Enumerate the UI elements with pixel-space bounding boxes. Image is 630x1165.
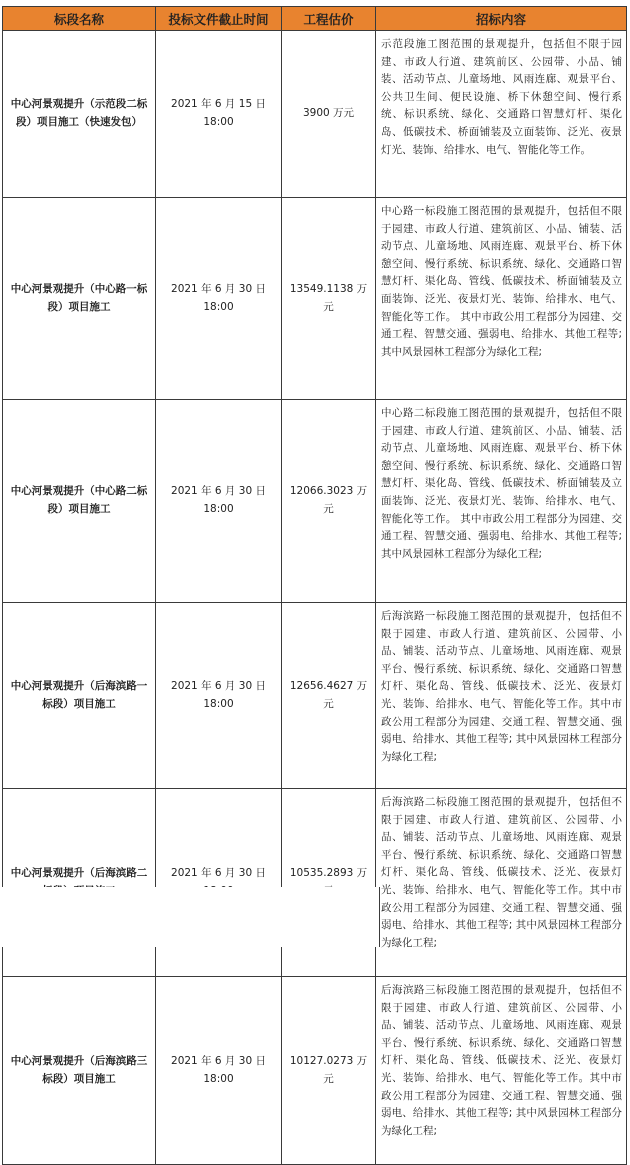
table-header-row: [3, 7, 627, 31]
tender-table: [2, 6, 627, 1165]
table-row: [3, 977, 627, 1165]
cost-cell: 3900 万元: [282, 31, 376, 198]
cost-cell: 10127.0273 万元: [282, 977, 376, 1165]
section-name-cell: 中心河景观提升（示范段二标段）项目施工（快速发包）: [3, 31, 156, 198]
header-tender-content: 招标内容: [376, 7, 627, 31]
table-row: [3, 789, 627, 977]
deadline-cell: 2021 年 6 月 30 日 18:00: [156, 400, 282, 603]
section-name-cell: 中心河景观提升（后海滨路三标段）项目施工: [3, 977, 156, 1165]
header-section-name: 标段名称: [3, 7, 156, 31]
cost-cell: 13549.1138 万元: [282, 198, 376, 400]
cost-cell: 12656.4627 万元: [282, 603, 376, 789]
table-row: [3, 31, 627, 198]
row-break-gap: [0, 887, 380, 947]
table-row: [3, 198, 627, 400]
deadline-cell: 2021 年 6 月 30 日 18:00: [156, 603, 282, 789]
section-name-cell: 中心河景观提升（中心路一标段）项目施工: [3, 198, 156, 400]
header-cost-estimate: 工程估价: [282, 7, 376, 31]
content-cell: 中心路一标段施工图范围的景观提升，包括但不限于园建、市政人行道、建筑前区、小品、铺装、活动节点、儿童场地、风雨连廊、观景平台、桥下休憩空间、慢行系统、标识系统、绿化、交通路口智慧灯杆、渠化岛、管线、低碳技术、桥面铺装及立面装饰、泛光、夜景灯光、装饰、给排水、电气、智能化等工作。 其中市政公用工程部分为园建、交通工程、智慧交通、强弱电、给排水、其他工程等; 其中风景园林工程部分为绿化工程;: [376, 198, 627, 400]
content-cell: 后海滨路二标段施工图范围的景观提升，包括但不限于园建、市政人行道、建筑前区、公园带、小品、铺装、活动节点、儿童场地、风雨连廊、观景平台、慢行系统、标识系统、绿化、交通路口智慧灯杆、渠化岛、管线、低碳技术、泛光、夜景灯光、装饰、给排水、电气、智能化等工作。其中市政公用工程部分为园建、交通工程、智慧交通、强弱电、给排水、其他工程等; 其中风景园林工程部分为绿化工程;: [376, 789, 627, 977]
deadline-cell: 2021 年 6 月 30 日 18:00: [156, 198, 282, 400]
row-break-divider: [379, 887, 380, 947]
cost-cell: 10535.2893 万: [282, 789, 376, 977]
table-row: [3, 400, 627, 603]
cost-cell: 12066.3023 万元: [282, 400, 376, 603]
content-cell: 后海滨路一标段施工图范围的景观提升，包括但不限于园建、市政人行道、建筑前区、公园带、小品、铺装、活动节点、儿童场地、风雨连廊、观景平台、慢行系统、标识系统、绿化、交通路口智慧灯杆、渠化岛、管线、低碳技术、泛光、夜景灯光、装饰、给排水、电气、智能化等工作。其中市政公用工程部分为园建、交通工程、智慧交通、强弱电、给排水、其他工程等; 其中风景园林工程部分为绿化工程;: [376, 603, 627, 789]
content-cell: 示范段施工图范围的景观提升，包括但不限于园建、市政人行道、建筑前区、公园带、小品、铺装、活动节点、儿童场地、风雨连廊、观景平台、公共卫生间、便民设施、桥下休憩空间、慢行系统、标识系统、绿化、交通路口智慧灯杆、渠化岛、低碳技术、桥面铺装及立面装饰、泛光、夜景灯光、装饰、给排水、电气、智能化等工作。: [376, 31, 627, 198]
header-deadline: 投标文件截止时间: [156, 7, 282, 31]
deadline-cell: 2021 年 6 月 15 日 18:00: [156, 31, 282, 198]
deadline-cell: 2021 年 6 月 30 日 18:00: [156, 977, 282, 1165]
deadline-cell: 2021 年 6 月 30 日: [156, 789, 282, 977]
content-cell: 后海滨路三标段施工图范围的景观提升，包括但不限于园建、市政人行道、建筑前区、公园带、小品、铺装、活动节点、儿童场地、风雨连廊、观景平台、慢行系统、标识系统、绿化、交通路口智慧灯杆、渠化岛、管线、低碳技术、泛光、夜景灯光、装饰、给排水、电气、智能化等工作。其中市政公用工程部分为园建、交通工程、智慧交通、强弱电、给排水、其他工程等; 其中风景园林工程部分为绿化工程;: [376, 977, 627, 1165]
section-name-cell: 中心河景观提升（后海滨路一标段）项目施工: [3, 603, 156, 789]
section-name-cell: 中心河景观提升（中心路二标段）项目施工: [3, 400, 156, 603]
table-row: [3, 603, 627, 789]
section-name-cell: 中心河景观提升（后海滨路二: [3, 789, 156, 977]
tender-table-page: [0, 6, 630, 1152]
content-cell: 中心路二标段施工图范围的景观提升，包括但不限于园建、市政人行道、建筑前区、小品、铺装、活动节点、儿童场地、风雨连廊、观景平台、桥下休憩空间、慢行系统、标识系统、绿化、交通路口智慧灯杆、渠化岛、管线、低碳技术、桥面铺装及立面装饰、泛光、夜景灯光、装饰、给排水、电气、智能化等工作。 其中市政公用工程部分为园建、交通工程、智慧交通、强弱电、给排水、其他工程等; 其中风景园林工程部分为绿化工程;: [376, 400, 627, 603]
